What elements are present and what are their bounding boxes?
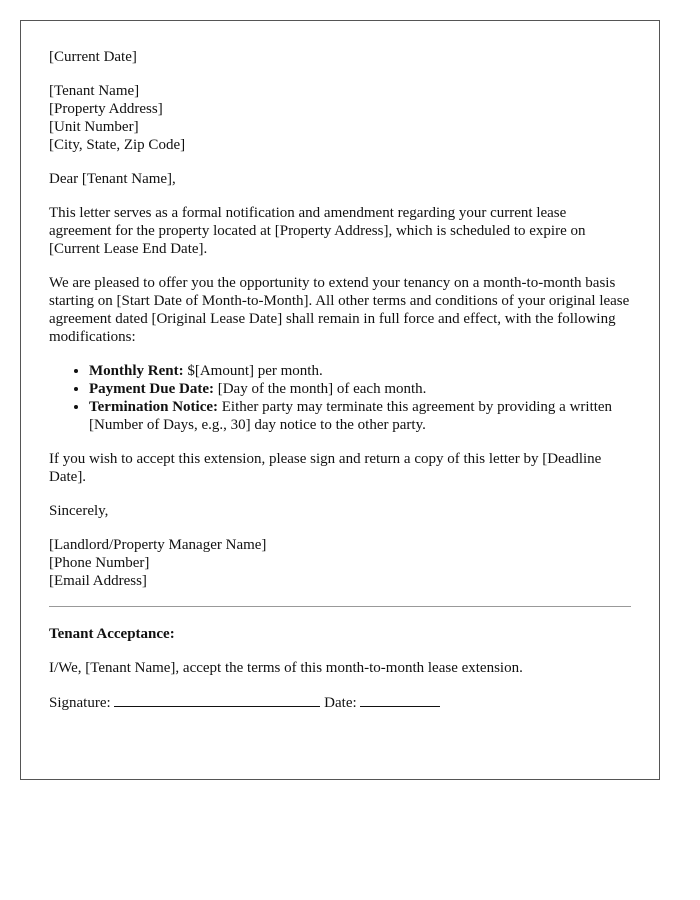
term-label-monthly-rent: Monthly Rent:: [89, 363, 184, 379]
list-item: [89, 398, 631, 434]
sender-name: [Landlord/Property Manager Name]: [49, 537, 267, 553]
letter-page: [20, 20, 660, 780]
tenant-name: [Tenant Name]: [49, 83, 140, 99]
date-label: Date:: [324, 695, 357, 711]
recipient-address-block: [49, 82, 631, 154]
tenant-acceptance-heading: Tenant Acceptance:: [49, 626, 175, 642]
list-item: [89, 362, 631, 380]
signature-label: Signature:: [49, 695, 111, 711]
offer-paragraph: We are pleased to offer you the opportunity to extend your tenancy on a month-to-month basis starting on [Start Date of Month-to-Month]. All other terms and conditions of your original lease agreement dated [Original Lease Date] shall remain in full force and effect, with the following modifications:: [49, 275, 630, 345]
unit-number: [Unit Number]: [49, 119, 139, 135]
salutation: Dear [Tenant Name],: [49, 171, 176, 187]
terms-list: [49, 362, 631, 434]
sender-phone: [Phone Number]: [49, 555, 150, 571]
closing: Sincerely,: [49, 503, 109, 519]
intro-paragraph: This letter serves as a formal notification and amendment regarding your current lease agreement for the property located at [Property Address], which is scheduled to expire on [Current Lease End Date].: [49, 205, 586, 257]
signature-line: [49, 693, 631, 712]
sender-block: [49, 536, 631, 590]
acceptance-instructions: If you wish to accept this extension, please sign and return a copy of this letter by [Deadline Date].: [49, 451, 602, 485]
term-text-payment-due-date: [Day of the month] of each month.: [213, 381, 427, 397]
term-label-payment-due-date: Payment Due Date:: [89, 381, 214, 397]
letter-date: [49, 48, 631, 66]
term-label-termination-notice: Termination Notice:: [89, 399, 219, 415]
property-address: [Property Address]: [49, 101, 163, 117]
acceptance-statement: I/We, [Tenant Name], accept the terms of this month-to-month lease extension.: [49, 660, 523, 676]
signature-blank[interactable]: [114, 693, 320, 707]
sender-email: [Email Address]: [49, 573, 147, 589]
list-item: [89, 380, 631, 398]
term-text-termination-notice: Either party may terminate this agreement by providing a written [Number of Days, e.g., 30] day notice to the other party.: [89, 399, 613, 433]
date-blank[interactable]: [360, 693, 440, 707]
city-state-zip: [City, State, Zip Code]: [49, 137, 186, 153]
section-divider: [49, 606, 631, 607]
current-date: [Current Date]: [49, 49, 137, 65]
term-text-monthly-rent: $[Amount] per month.: [183, 363, 323, 379]
